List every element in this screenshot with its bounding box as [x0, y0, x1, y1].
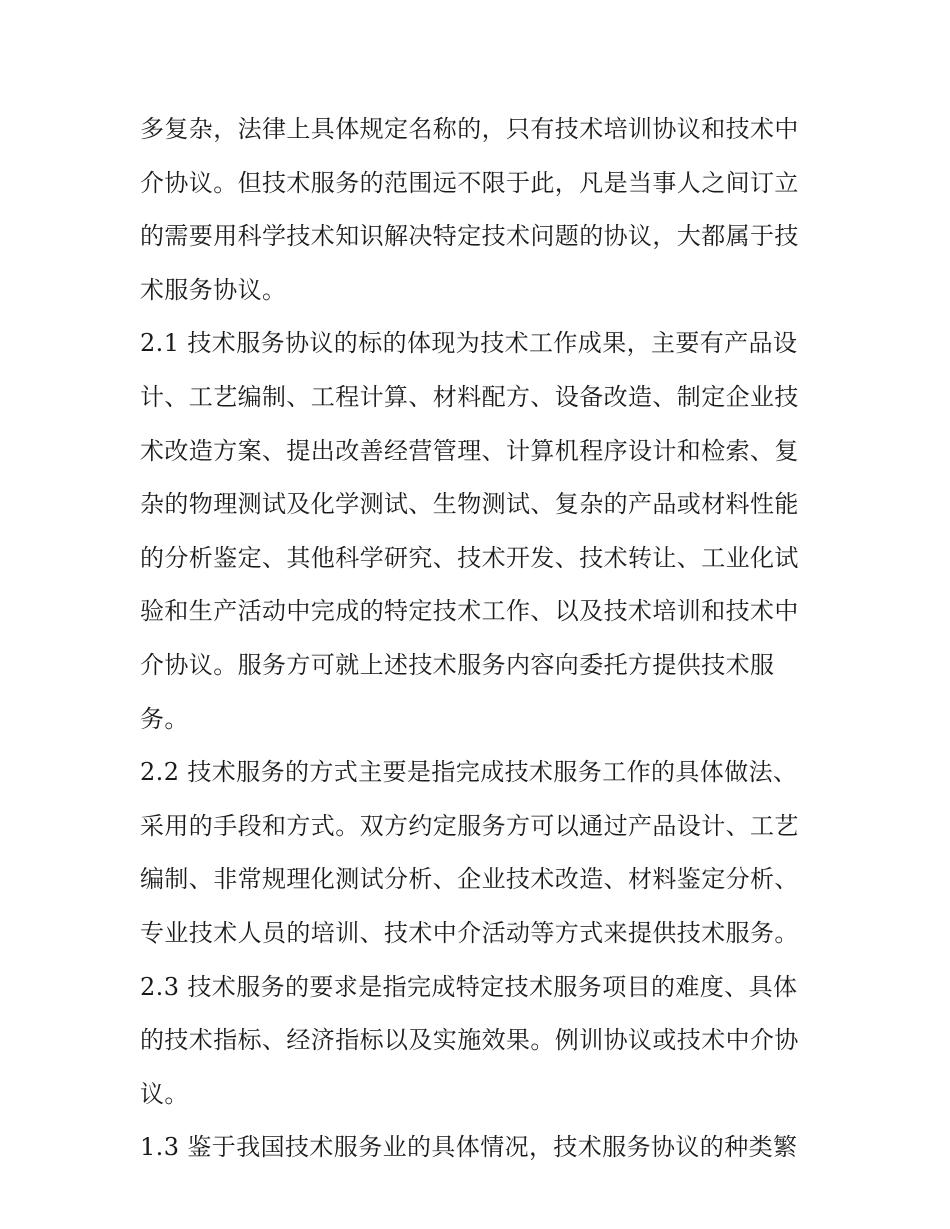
- text-line: 采用的手段和方式。双方约定服务方可以通过产品设计、工艺: [140, 811, 799, 840]
- text-line: 多复杂，法律上具体规定名称的，只有技术培训协议和技术中: [140, 115, 799, 143]
- text-line: 的技术指标、经济指标以及实施效果。例训协议或技术中介协: [140, 1026, 799, 1055]
- text-line: 计、工艺编制、工程计算、材料配方、设备改造、制定企业技: [140, 382, 799, 411]
- text-line: 术改造方案、提出改善经营管理、计算机程序设计和检索、复: [140, 436, 799, 465]
- section-2-1-start: 2.1 技术服务协议的标的体现为技术工作成果，主要有产品设: [140, 329, 798, 358]
- section-1-3-start: 1.3 鉴于我国技术服务业的具体情况，技术服务协议的种类繁: [140, 1133, 798, 1162]
- text-line: 术服务协议。: [140, 275, 287, 304]
- section-2-3-start: 2.3 技术服务的要求是指完成特定技术服务项目的难度、具体: [140, 972, 798, 1001]
- section-2-2-start: 2.2 技术服务的方式主要是指完成技术服务工作的具体做法、: [140, 758, 798, 787]
- text-line: 验和生产活动中完成的特定技术工作、以及技术培训和技术中: [140, 597, 799, 626]
- text-line: 的分析鉴定、其他科学研究、技术开发、技术转让、工业化试: [140, 543, 799, 572]
- text-line: 杂的物理测试及化学测试、生物测试、复杂的产品或材料性能: [140, 490, 799, 519]
- text-line: 专业技术人员的培训、技术中介活动等方式来提供技术服务。: [140, 918, 799, 947]
- text-line: 介协议。但技术服务的范围远不限于此，凡是当事人之间订立: [140, 168, 799, 197]
- text-line: 编制、非常规理化测试分析、企业技术改造、材料鉴定分析、: [140, 865, 799, 894]
- document-body: [140, 103, 820, 1175]
- text-line: 务。: [140, 704, 189, 733]
- text-line: 的需要用科学技术知识解决特定技术问题的协议，大都属于技: [140, 222, 799, 251]
- text-line: 议。: [140, 1079, 189, 1108]
- text-line: 介协议。服务方可就上述技术服务内容向委托方提供技术服: [140, 650, 775, 679]
